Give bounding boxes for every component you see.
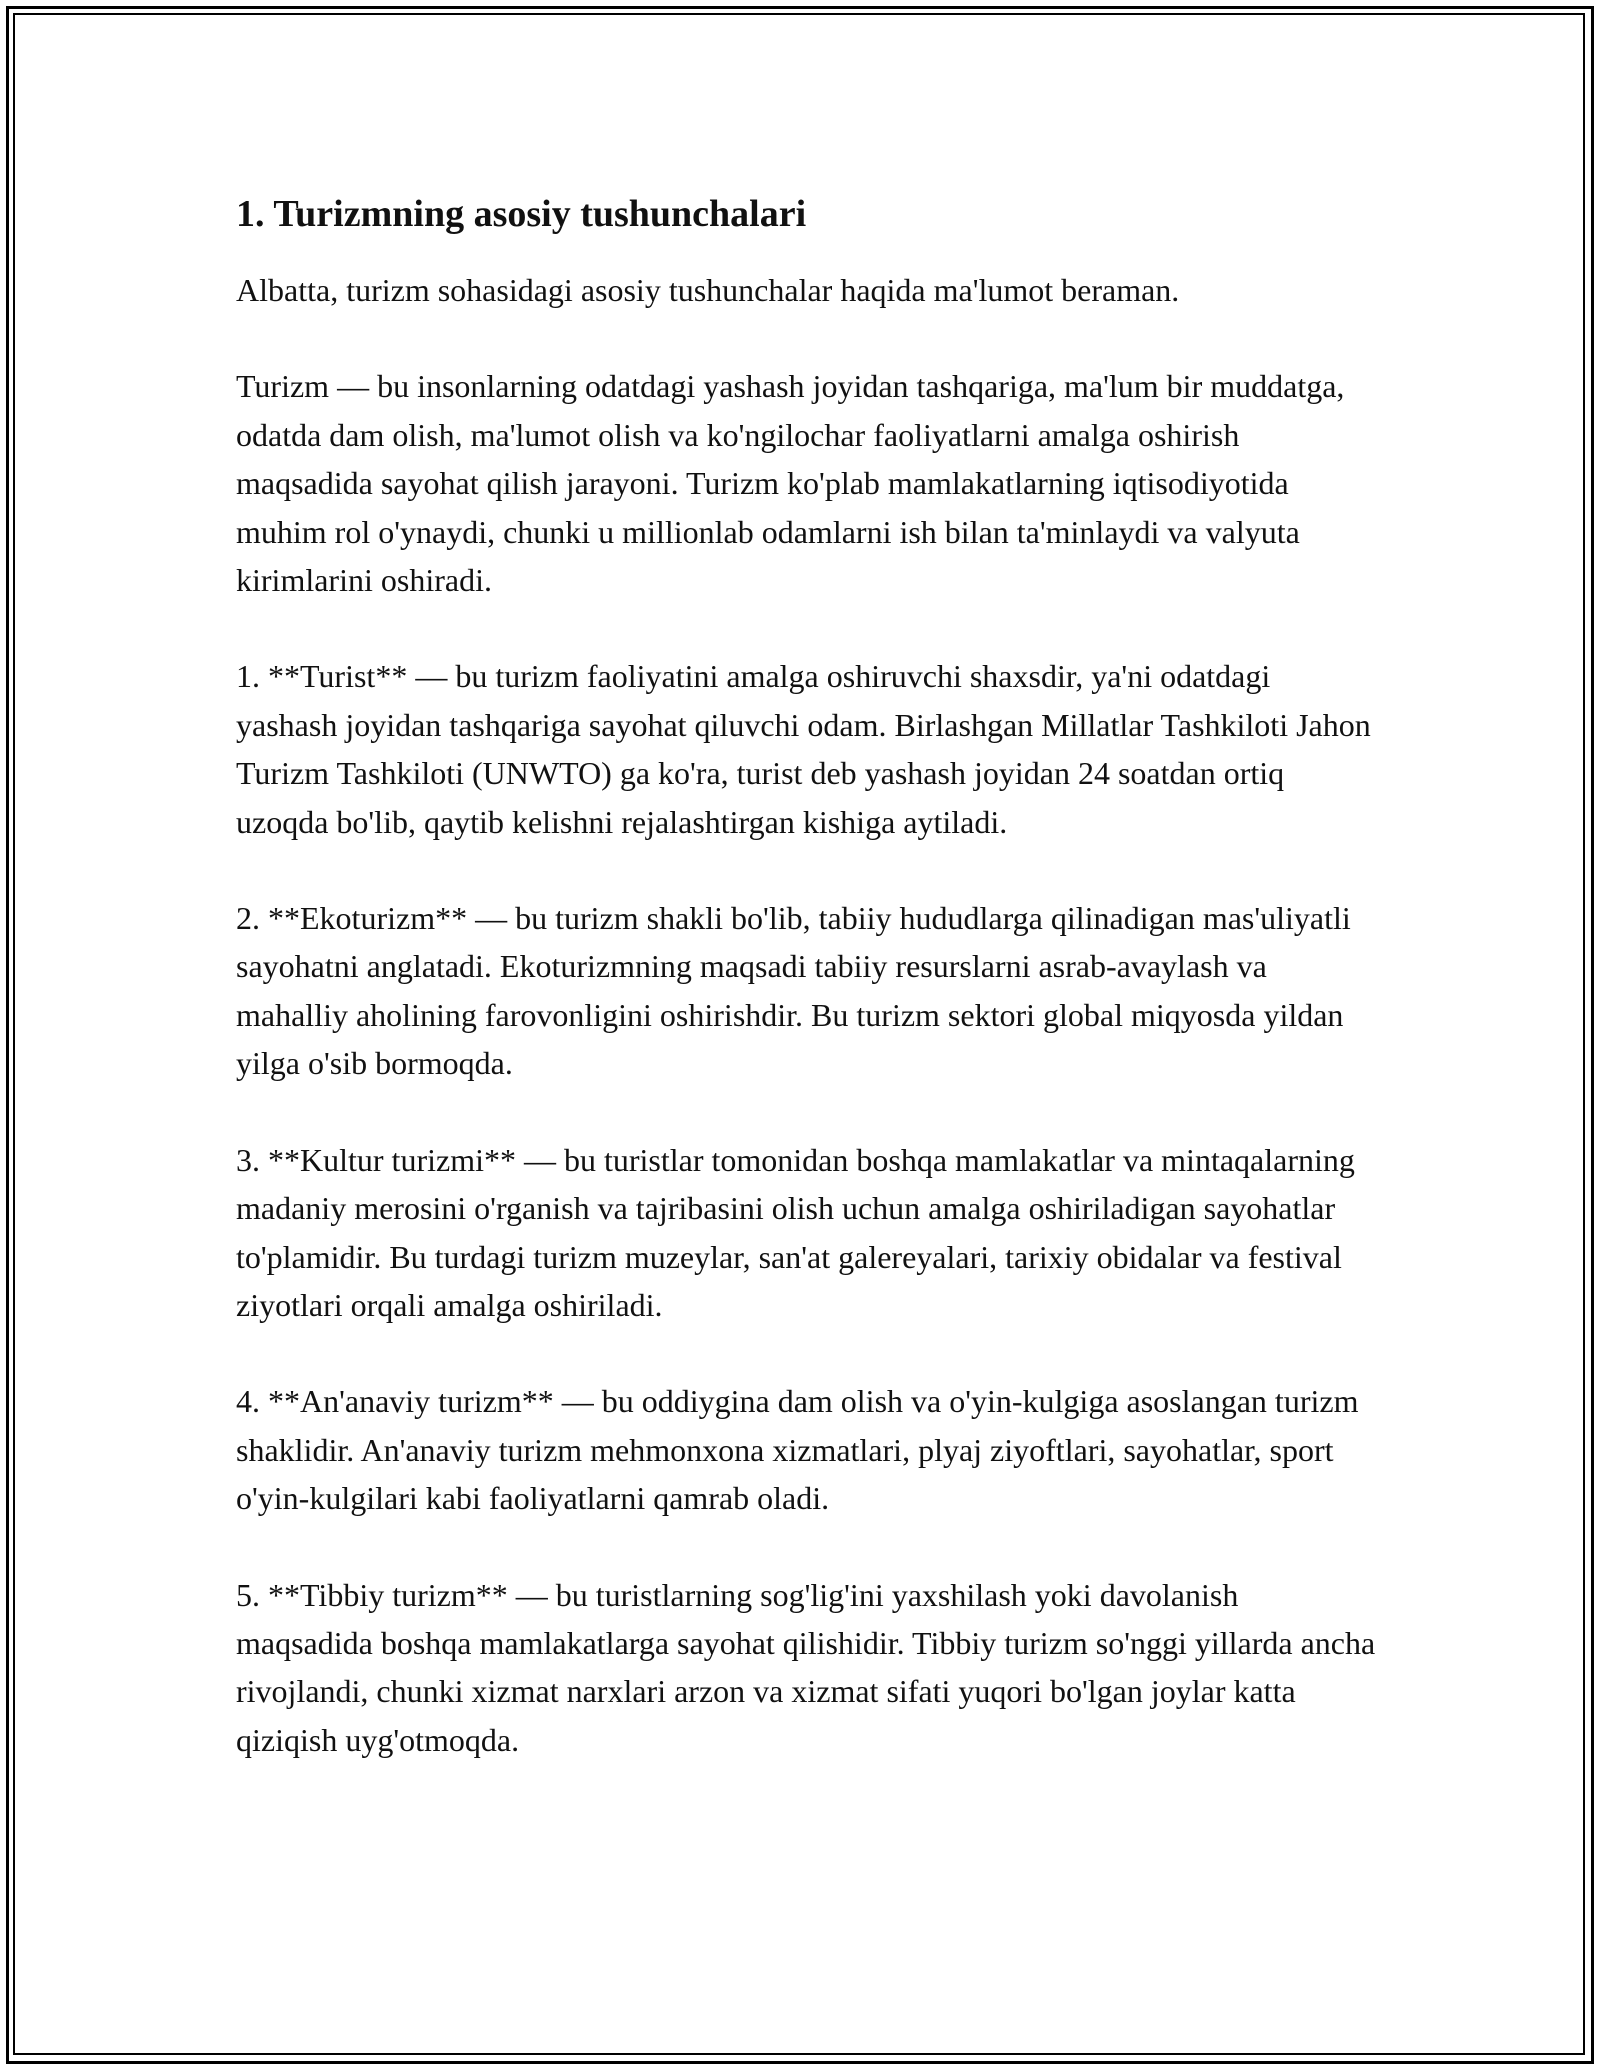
intro-paragraph: Albatta, turizm sohasidagi asosiy tushunchalar haqida ma'lumot beraman. xyxy=(236,272,1180,308)
document-title: 1. Turizmning asosiy tushunchalari xyxy=(236,193,807,235)
list-item-tibbiy-turizm: 5. **Tibbiy turizm** — bu turistlarning sog'lig'ini yaxshilash yoki davolanish maqsadida boshqa mamlakatlarga sayohat qilishidir. Tibbiy turizm so'nggi yillarda ancha rivojlandi, chunki xizmat narxlari arzon va xizmat sifati yuqori bo'lgan joylar katta qiziqish uyg'otmoqda. xyxy=(236,1576,1376,1758)
list-item-ekoturizm: 2. **Ekoturizm** — bu turizm shakli bo'lib, tabiiy hududlarga qilinadigan mas'uliyatli sayohatni anglatadi. Ekoturizmning maqsadi tabiiy resurslarni asrab-avaylash va mahalliy aholining farovonligini oshirishdir. Bu turizm sektori global miqyosda yildan yilga o'sib bormoqda. xyxy=(236,900,1351,1082)
list-item-kultur-turizmi: 3. **Kultur turizmi** — bu turistlar tomonidan boshqa mamlakatlar va mintaqalarning madaniy merosini o'rganish va tajribasini olish uchun amalga oshiriladigan sayohatlar to'plamidir. Bu turdagi turizm muzeylar, san'at galereyalari, tarixiy obidalar va festival ziyotlari orqali amalga oshiriladi. xyxy=(236,1141,1355,1323)
definition-paragraph: Turizm — bu insonlarning odatdagi yashash joyidan tashqariga, ma'lum bir muddatga, odatda dam olish, ma'lumot olish va ko'ngilochar faoliyatlarni amalga oshirish maqsadida sayohat qilish jarayoni. Turizm ko'plab mamlakatlarning iqtisodiyotida muhim rol o'ynaydi, chunki u millionlab odamlarni ish bilan ta'minlaydi va valyuta kirimlarini oshiradi. xyxy=(236,368,1345,599)
document-body xyxy=(236,184,1376,1812)
list-item-ananaviy-turizm: 4. **An'anaviy turizm** — bu oddiygina dam olish va o'yin-kulgiga asoslangan turizm shaklidir. An'anaviy turizm mehmonxona xizmatlari, plyaj ziyoftlari, sayohatlar, sport o'yin-kulgilari kabi faoliyatlarni qamrab oladi. xyxy=(236,1383,1359,1517)
list-item-turist: 1. **Turist** — bu turizm faoliyatini amalga oshiruvchi shaxsdir, ya'ni odatdagi yashash joyidan tashqariga sayohat qiluvchi odam. Birlashgan Millatlar Tashkiloti Jahon Turizm Tashkiloti (UNWTO) ga ko'ra, turist deb yashash joyidan 24 soatdan ortiq uzoqda bo'lib, qaytib kelishni rejalashtirgan kishiga aytiladi. xyxy=(236,658,1371,840)
